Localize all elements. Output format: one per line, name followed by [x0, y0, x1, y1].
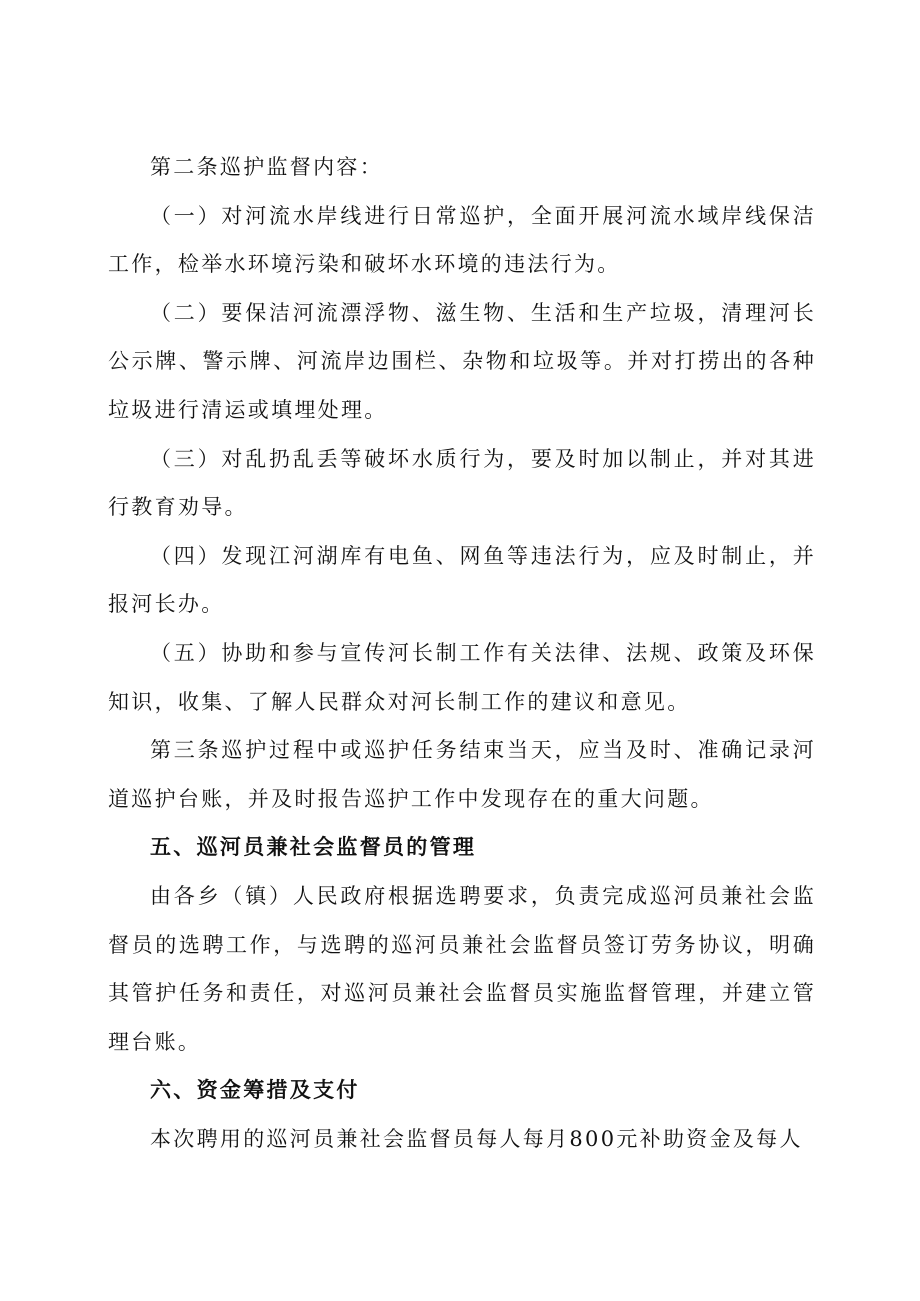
paragraph-item-3: （三）对乱扔乱丢等破坏水质行为，要及时加以制止，并对其进行教育劝导。 [108, 446, 816, 520]
paragraph-article-3: 第三条巡护过程中或巡护任务结束当天，应当及时、准确记录河道巡护台账，并及时报告巡护工作中发现存在的重大问题。 [108, 738, 816, 811]
paragraph-item-4: （四）发现江河湖库有电鱼、网鱼等违法行为，应及时制止，并报河长办。 [108, 543, 816, 617]
section-heading-5: 五、巡河员兼社会监督员的管理 [150, 834, 477, 860]
document-page [108, 143, 816, 1163]
paragraph-item-1: （一）对河流水岸线进行日常巡护，全面开展河流水域岸线保洁工作，检举水环境污染和破坏水环境的违法行为。 [108, 203, 816, 277]
paragraph-item-2: （二）要保洁河流漂浮物、滋生物、生活和生产垃圾，清理河长公示牌、警示牌、河流岸边围栏、杂物和垃圾等。并对打捞出的各种垃圾进行清运或填埋处理。 [108, 300, 816, 422]
paragraph-article-2-title: 第二条巡护监督内容： [150, 155, 383, 179]
paragraph-item-5: （五）协助和参与宣传河长制工作有关法律、法规、政策及环保知识，收集、了解人民群众对河长制工作的建议和意见。 [108, 640, 816, 714]
section-heading-6: 六、资金筹措及支付 [150, 1077, 360, 1103]
paragraph-funding: 本次聘用的巡河员兼社会监督员每人每月800元补助资金及每人 [150, 1126, 803, 1151]
paragraph-management: 由各乡（镇）人民政府根据选聘要求，负责完成巡河员兼社会监督员的选聘工作，与选聘的巡河员兼社会监督员签订劳务协议，明确其管护任务和责任，对巡河员兼社会监督员实施监督管理，并建立管理台账。 [108, 883, 816, 1054]
